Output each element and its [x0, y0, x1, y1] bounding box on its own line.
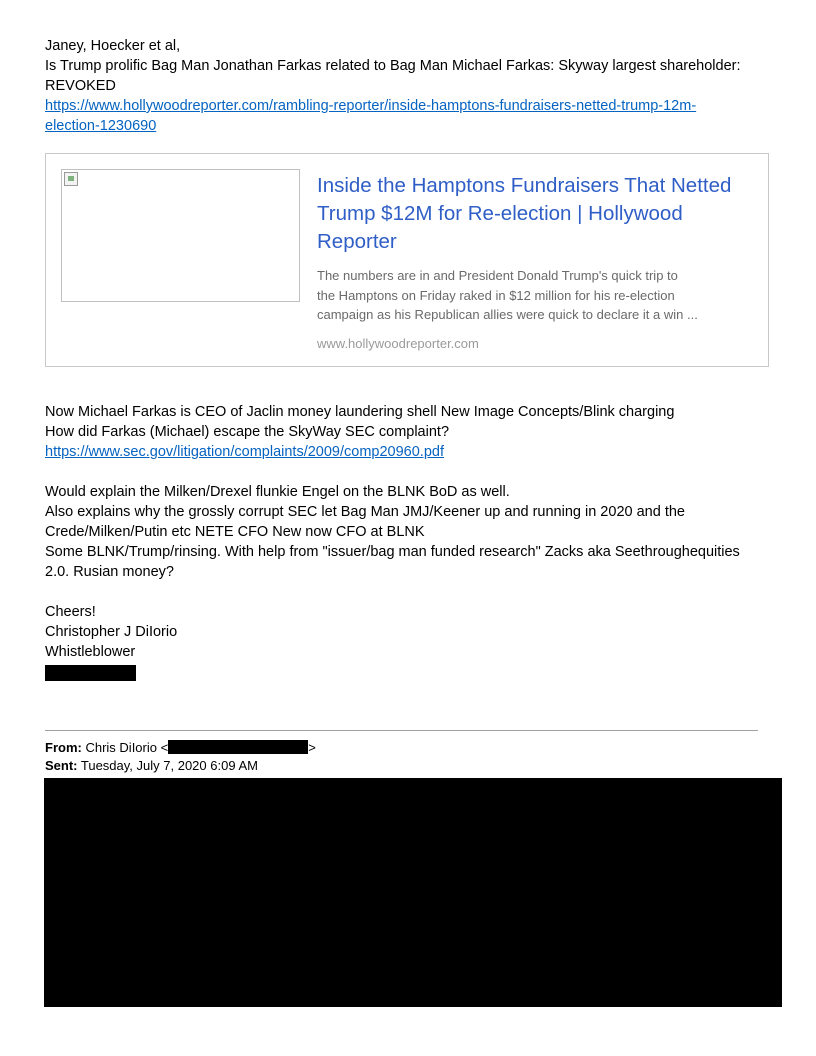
redaction-bar: [168, 740, 308, 754]
sent-line: [45, 757, 258, 775]
email-signature: [45, 602, 785, 662]
preview-title[interactable]: Inside the Hamptons Fundraisers That Netted Trump $12M for Re-election | Hollywood Reporter: [317, 174, 732, 253]
body-line: Crede/Milken/Putin etc NETE CFO New now CFO at BLNK: [45, 524, 425, 540]
body-line: How did Farkas (Michael) escape the SkyWay SEC complaint?: [45, 424, 450, 440]
from-label: From:: [45, 740, 82, 755]
hollywood-reporter-link[interactable]: https://www.hollywoodreporter.com/rambling-reporter/inside-hamptons-fundraisers-netted-trump-12m-: [45, 98, 697, 114]
closing: Cheers!: [45, 604, 96, 620]
body-line: Some BLNK/Trump/rinsing. With help from "issuer/bag man funded research" Zacks aka Seethroughequities: [45, 544, 740, 560]
email-paragraph-2: [45, 402, 785, 462]
preview-image-placeholder: [61, 169, 300, 302]
sent-label: Sent:: [45, 758, 78, 773]
email-intro: [45, 36, 785, 136]
email-paragraph-3: [45, 482, 785, 582]
body-line: Now Michael Farkas is CEO of Jaclin money laundering shell New Image Concepts/Blink charging: [45, 404, 675, 420]
from-line: [45, 739, 316, 757]
signature-name: Christopher J DiIorio: [45, 624, 178, 640]
from-name: Chris DiIorio <: [85, 740, 169, 755]
body-line: Is Trump prolific Bag Man Jonathan Farkas related to Bag Man Michael Farkas: Skyway largest shareholder:: [45, 58, 741, 74]
preview-description: The numbers are in and President Donald Trump's quick trip to the Hamptons on Friday raked in $12 million for his re-election campaign as his Republican allies were quick to declare it a win ...: [317, 268, 698, 322]
signature-title: Whistleblower: [45, 644, 136, 660]
preview-domain: www.hollywoodreporter.com: [317, 336, 479, 351]
body-line: Also explains why the grossly corrupt SEC let Bag Man JMJ/Keener up and running in 2020 and the: [45, 504, 685, 520]
sent-value: Tuesday, July 7, 2020 6:09 AM: [80, 758, 258, 773]
sec-complaint-link[interactable]: https://www.sec.gov/litigation/complaints/2009/comp20960.pdf: [45, 444, 444, 460]
body-line: Would explain the Milken/Drexel flunkie Engel on the BLNK BoD as well.: [45, 484, 510, 500]
body-line: 2.0. Rusian money?: [45, 564, 174, 580]
from-end: >: [308, 740, 316, 755]
quote-divider: [45, 730, 758, 731]
link-preview-card[interactable]: [45, 153, 769, 367]
broken-image-icon: [64, 172, 78, 186]
redacted-region: [44, 778, 782, 1007]
redaction-bar: [45, 665, 136, 681]
body-line: REVOKED: [45, 78, 116, 94]
hollywood-reporter-link-cont[interactable]: election-1230690: [45, 118, 157, 134]
greeting: Janey, Hoecker et al,: [45, 38, 181, 54]
